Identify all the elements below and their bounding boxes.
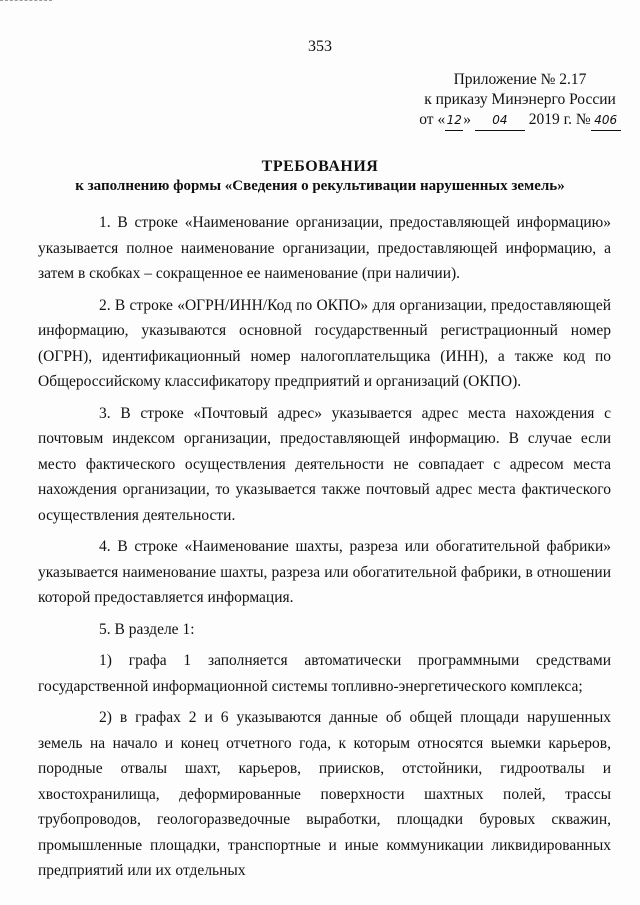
handwritten-month: 04 xyxy=(475,110,525,131)
paragraph-5-2: 2) в графах 2 и 6 указываются данные об общей площади нарушенных земель на начало и конец отчетного года, к которым относятся выемки карьеров, породные отвалы шахт, карьеров, приисков, отстойники, гидроотвалы и хвостохранилища, деформированные поверхности шахтных полей, трассы трубопроводов, геологоразведочные выработки, площадки буровых скважин, промышленные площадки, транспортные и иные коммуникации ликвидированных предприятий или их отдельных xyxy=(38,709,611,879)
date-prefix: от « xyxy=(419,111,446,128)
document-body xyxy=(38,210,611,890)
page-number: 353 xyxy=(308,38,332,55)
appendix-line-1: Приложение № 2.17 xyxy=(453,71,587,88)
year-text: 2019 г. № xyxy=(528,111,591,128)
document-title: ТРЕБОВАНИЯ xyxy=(261,158,379,175)
document-subtitle: к заполнению формы «Сведения о рекультивации нарушенных земель» xyxy=(75,178,565,194)
date-mid: » xyxy=(463,111,471,128)
paragraph-4: 4. В строке «Наименование шахты, разреза или обогатительной фабрики» указывается наименование шахты, разреза или обогатительной фабрики, в отношении которой предоставляется информация. xyxy=(38,538,611,606)
paragraph-5: 5. В разделе 1: xyxy=(99,620,195,638)
handwritten-day: 12 xyxy=(445,110,463,131)
paragraph-5-1: 1) графа 1 заполняется автоматически программными средствами государственной информационной системы топливно-энергетического комплекса; xyxy=(38,652,611,695)
paragraph-3: 3. В строке «Почтовый адрес» указывается адрес места нахождения с почтовым индексом организации, предоставляющей информацию. В случае если место фактического осуществления деятельности не совпадает с адресом места нахождения организации, то указывается также почтовый адрес места фактического осуществления деятельности. xyxy=(38,404,611,524)
scan-edge-mark xyxy=(0,0,52,5)
appendix-line-2: к приказу Минэнерго России xyxy=(424,91,616,108)
handwritten-order-number: 406 xyxy=(591,110,621,131)
paragraph-1: 1. В строке «Наименование организации, предоставляющей информацию» указывается полное наименование организации, предоставляющей информацию, а затем в скобках – сокращенное ее наименование (при наличии). xyxy=(38,214,611,282)
appendix-date-line xyxy=(404,110,636,131)
appendix-block xyxy=(404,70,636,131)
paragraph-2: 2. В строке «ОГРН/ИНН/Код по ОКПО» для организации, предоставляющей информацию, указываются основной государственный регистрационный номер (ОГРН), идентификационный номер налогоплательщика (ИНН), а также код по Общероссийскому классификатору предприятий и организаций (ОКПО). xyxy=(38,296,611,390)
